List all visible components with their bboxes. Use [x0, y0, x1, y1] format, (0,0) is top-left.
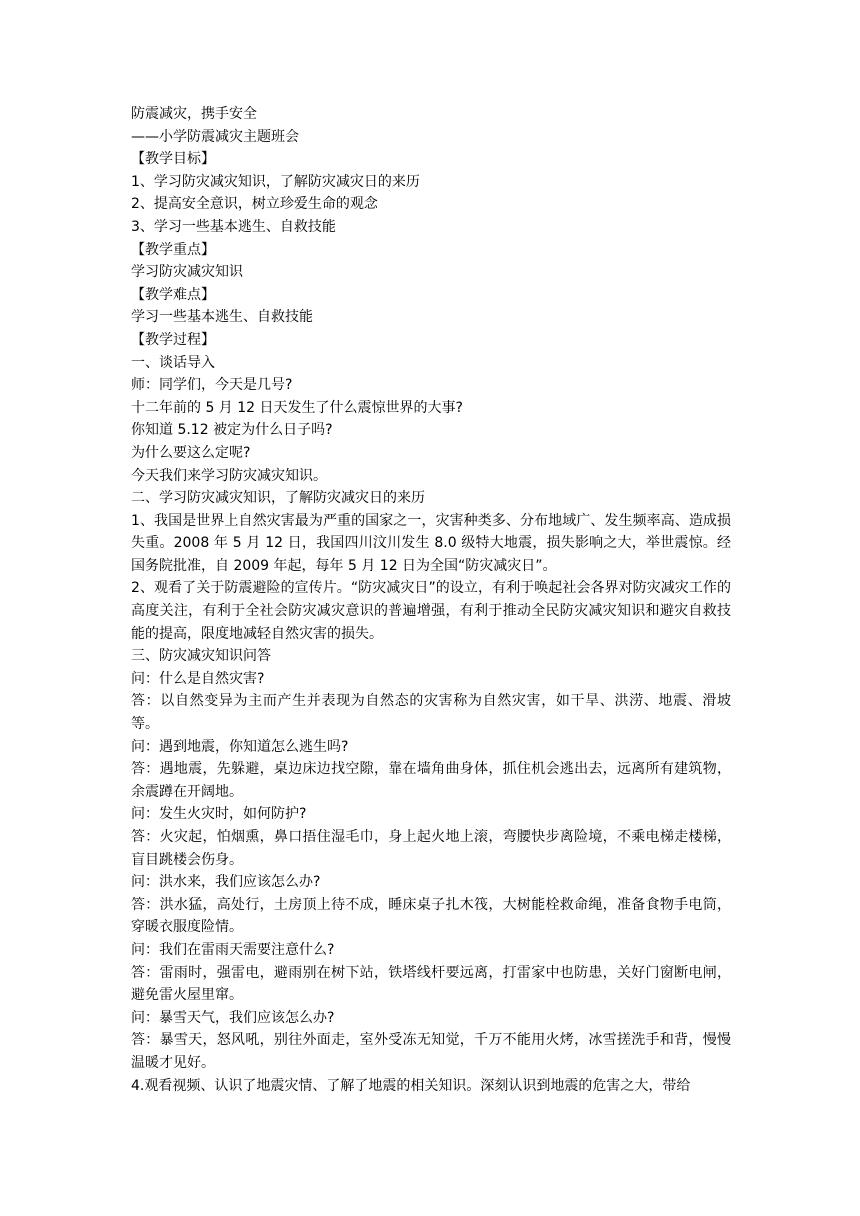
objective-item: 3、学习一些基本逃生、自救技能: [131, 218, 336, 235]
section2-paragraph: 2、观看了关于防震避险的宣传片。“防灾减灾日”的设立，有利于唤起社会各界对防灾减灾工作的高度关注，有利于全社会防灾减灾意识的普遍增强，有利于推动全民防灾减灾知识和避灾自救技能的提高，限度地减轻自然灾害的损失。: [131, 580, 731, 642]
objective-item: 1、学习防灾减灾知识，了解防灾减灾日的来历: [131, 173, 420, 190]
qa-question: 问：暴雪天气，我们应该怎么办?: [131, 1009, 335, 1026]
section1-line: 师：同学们，今天是几号?: [131, 377, 293, 394]
document-title: 防震减灾，携手安全: [131, 106, 257, 122]
key-points-text: 学习防灾减灾知识: [131, 264, 243, 281]
qa-answer: 答：火灾起，怕烟熏，鼻口捂住湿毛巾，身上起火地上滚，弯腰快步离险境，不乘电梯走楼梯，盲目跳楼会伤身。: [131, 829, 731, 868]
section1-line: 十二年前的 5 月 12 日天发生了什么震惊世界的大事?: [131, 399, 463, 416]
qa-question: 问：发生火灾时，如何防护?: [131, 806, 307, 823]
difficulties-heading: 【教学难点】: [131, 286, 215, 303]
qa-question: 问：什么是自然灾害?: [131, 670, 265, 687]
process-heading: 【教学过程】: [131, 331, 215, 348]
section1-line: 你知道 5.12 被定为什么日子吗?: [131, 422, 333, 439]
qa-answer: 答：以自然变异为主而产生并表现为自然态的灾害称为自然灾害，如干旱、洪涝、地震、滑坡等。: [131, 693, 731, 733]
section1-heading: 一、谈话导入: [131, 354, 215, 371]
qa-question: 问：遇到地震，你知道怎么逃生吗?: [131, 738, 349, 755]
section1-line: 今天我们来学习防灾减灾知识。: [131, 467, 327, 484]
key-points-heading: 【教学重点】: [131, 241, 215, 258]
section2-heading: 二、学习防灾减灾知识，了解防灾减灾日的来历: [131, 490, 425, 507]
document-body: [131, 103, 731, 1097]
difficulties-text: 学习一些基本逃生、自救技能: [131, 309, 313, 326]
section2-paragraph: 1、我国是世界上自然灾害最为严重的国家之一，灾害种类多、分布地域广、发生频率高、造成损失重。2008 年 5 月 12 日，我国四川汶川发生 8.0 级特大地震，损失影响之大，举世震惊。经国务院批准，自 2009 年起，每年 5 月 12 日为全国“防灾减灾日”。: [131, 512, 731, 574]
qa-answer: 答：洪水猛，高处行，土房顶上待不成，睡床桌子扎木筏，大树能栓救命绳，准备食物手电筒，穿暖衣服度险情。: [131, 896, 731, 936]
qa-answer: 答：雷雨时，强雷电，避雨别在树下站，铁塔线杆要远离，打雷家中也防患，关好门窗断电闸，避免雷火屋里窜。: [131, 964, 731, 1004]
qa-answer: 答：遇地震，先躲避，桌边床边找空隙，靠在墙角曲身体，抓住机会逃出去，远离所有建筑物，余震蹲在开阔地。: [131, 761, 731, 800]
section3-heading: 三、防灾减灾知识问答: [131, 648, 271, 665]
section4-partial-line: 4.观看视频、认识了地震灾情、了解了地震的相关知识。深刻认识到地震的危害之大，带给: [131, 1077, 691, 1094]
qa-answer: 答：暴雪天，怒风吼，别往外面走，室外受冻无知觉，千万不能用火烤，冰雪搓洗手和背，慢慢温暖才见好。: [131, 1032, 731, 1071]
qa-question: 问：洪水来，我们应该怎么办?: [131, 874, 321, 891]
objective-item: 2、提高安全意识，树立珍爱生命的观念: [131, 196, 378, 213]
qa-question: 问：我们在雷雨天需要注意什么?: [131, 941, 335, 958]
objectives-heading: 【教学目标】: [131, 151, 215, 168]
document-subtitle: ——小学防震减灾主题班会: [131, 128, 299, 145]
section1-line: 为什么要这么定呢?: [131, 444, 251, 461]
